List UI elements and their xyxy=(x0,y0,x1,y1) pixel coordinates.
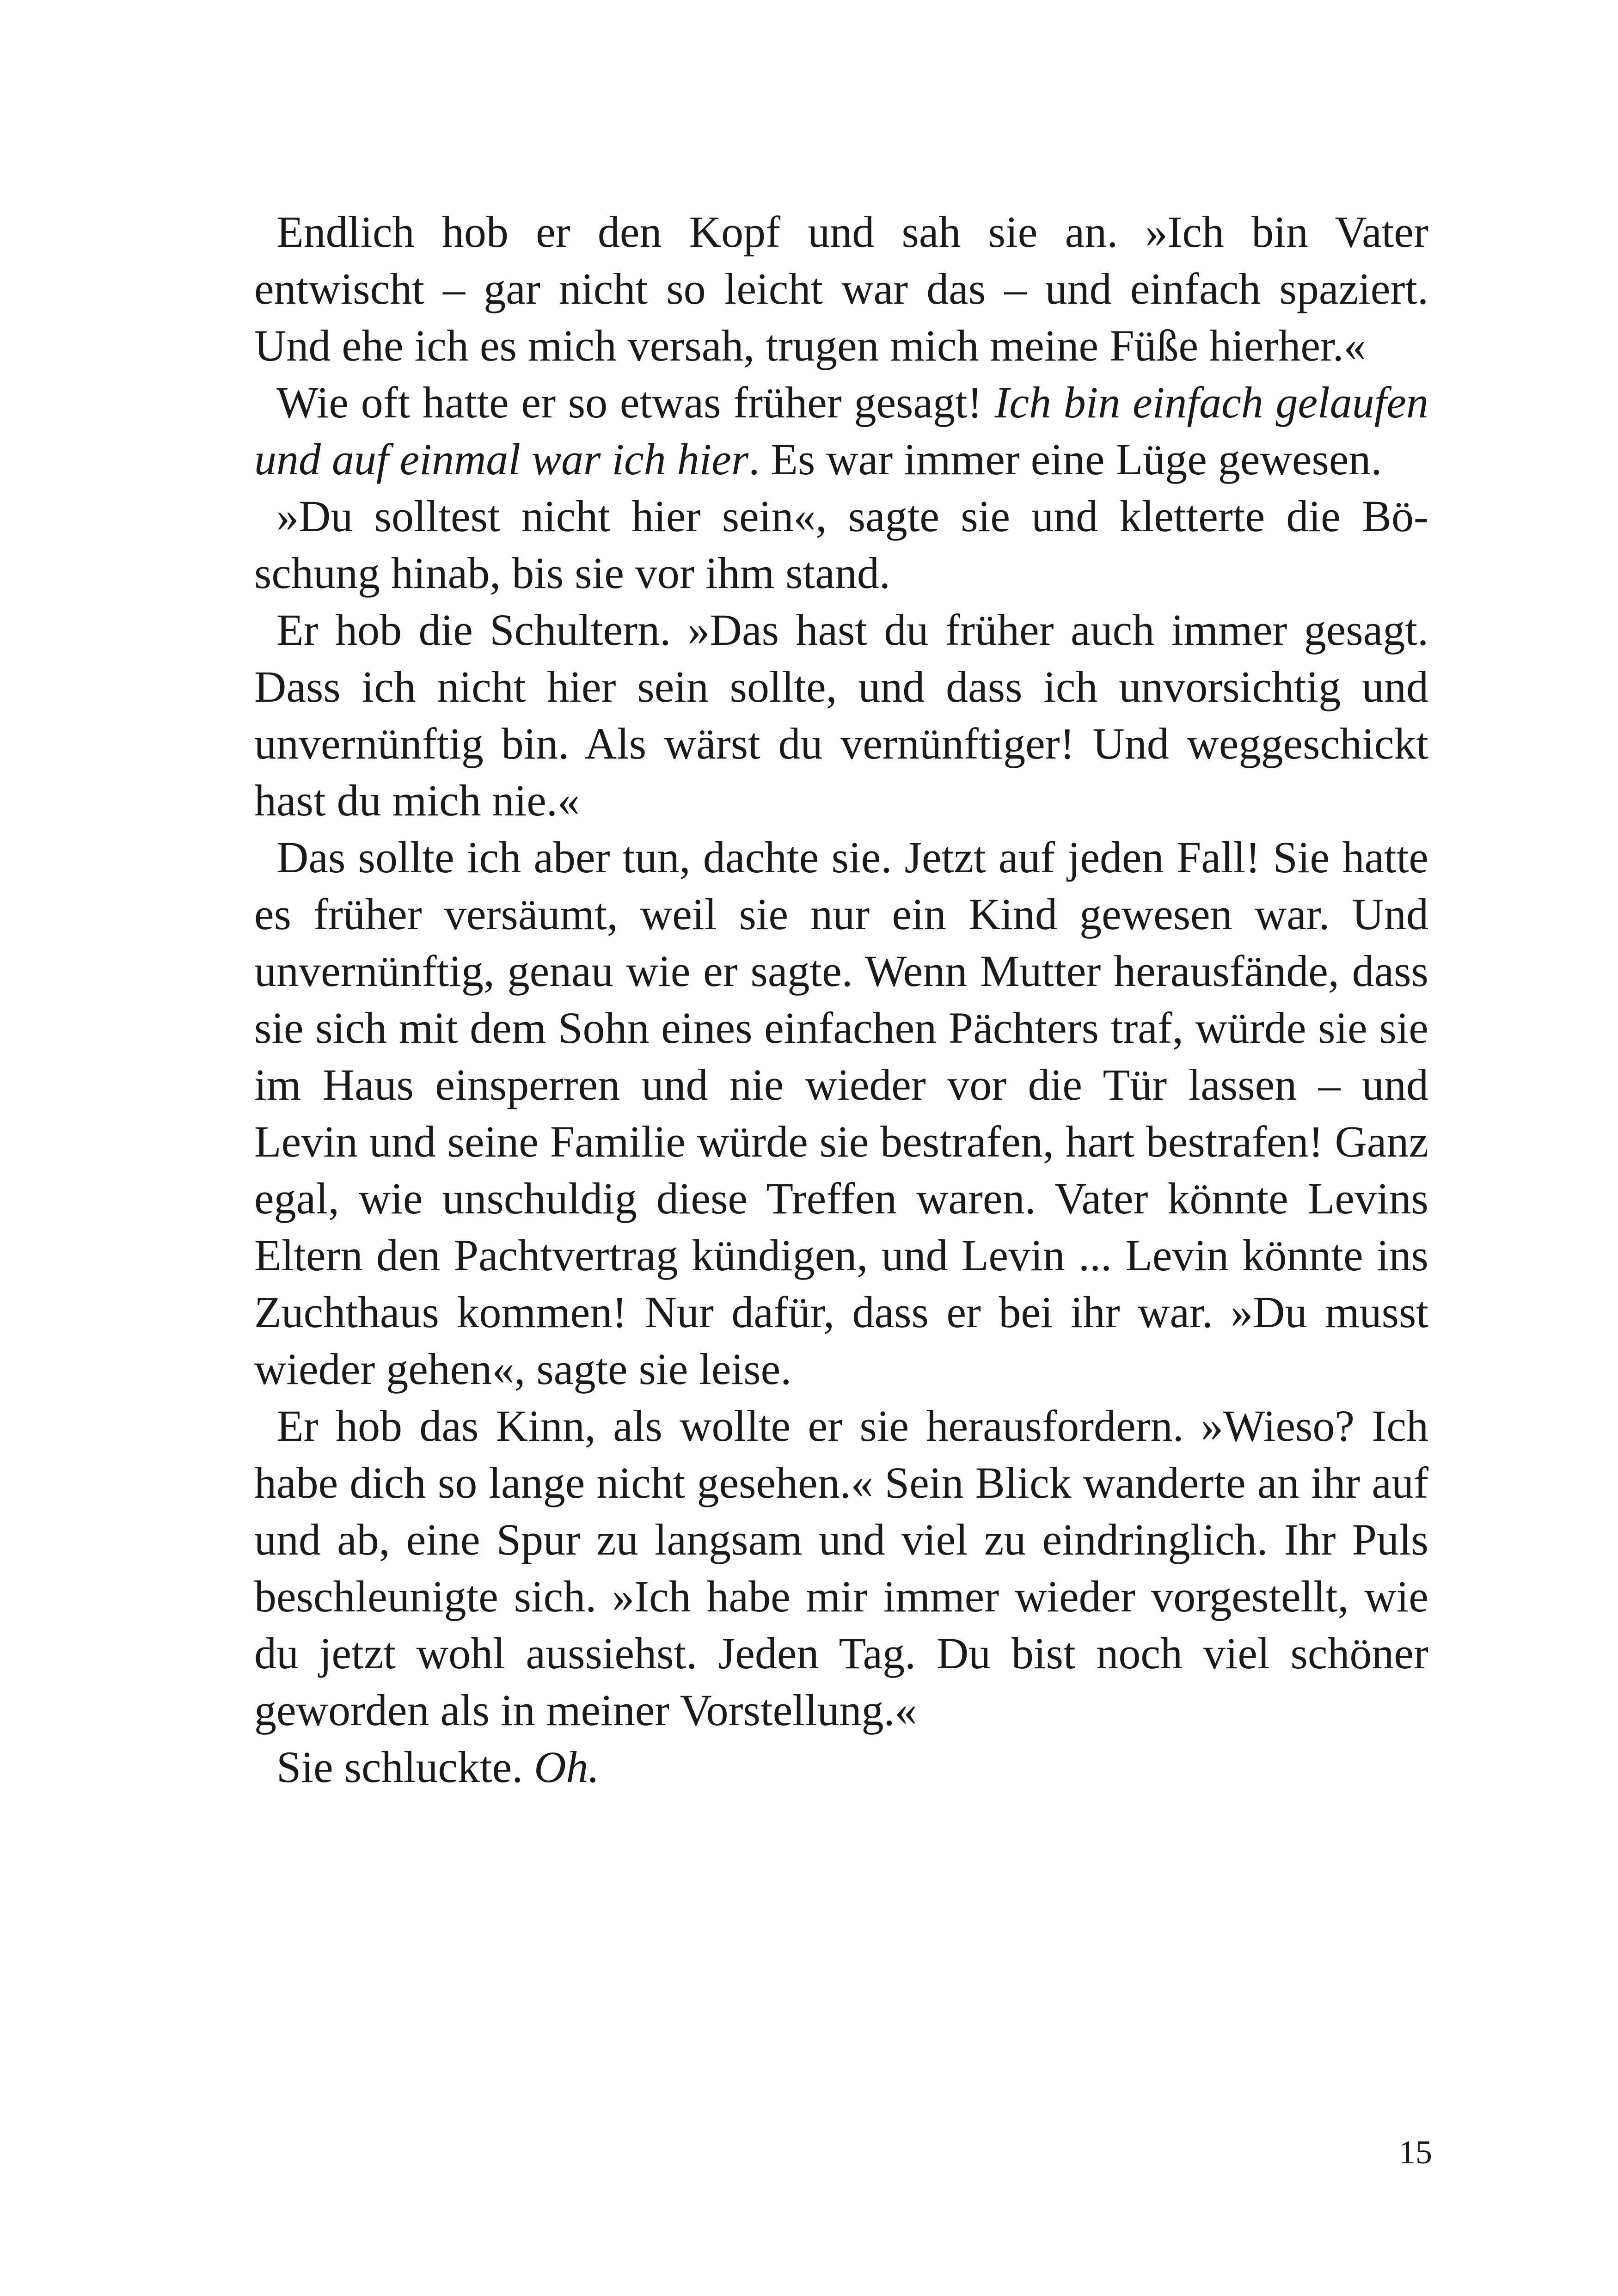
text-segment: Endlich hob er den Kopf und sah sie an. »Ich bin Vater entwischt – gar nicht so leicht war das – und einfach spaziert. Und ehe ich es mich versah, trugen mich meine Füße hierher.« xyxy=(254,207,1428,370)
text-segment: Er hob die Schultern. »Das hast du früher auch immer gesagt. Dass ich nicht hier sein sollte, und dass ich unvorsichtig und unvernünftig bin. Als wärst du vernünftiger! Und weggeschickt hast du mich nie.« xyxy=(254,605,1428,825)
text-segment: Er hob das Kinn, als wollte er sie herausfordern. »Wieso? Ich habe dich so lange nicht gesehen.« Sein Blick wanderte an ihr auf und ab, eine Spur zu langsam und viel zu eindringlich. Ihr Puls beschleunigte sich. »Ich habe mir immer wieder vorgestellt, wie du jetzt wohl aussiehst. Jeden Tag. Du bist noch viel schöner geworden als in meiner Vorstellung.« xyxy=(254,1401,1428,1735)
text-segment: »Du solltest nicht hier sein«, sagte sie und kletterte die Böschung hinab, bis sie vor ihm stand. xyxy=(254,491,1428,598)
page-number: 15 xyxy=(1399,2134,1432,2171)
body-text xyxy=(254,203,1428,1795)
paragraph xyxy=(254,374,1428,488)
paragraph xyxy=(254,1739,1428,1795)
text-segment: Das sollte ich aber tun, dachte sie. Jetzt auf jeden Fall! Sie hatte es früher versäumt, weil sie nur ein Kind gewesen war. Und unvernünftig, genau wie er sagte. Wenn Mutter herausfände, dass sie sich mit dem Sohn eines einfachen Pächters traf, würde sie sie im Haus einsperren und nie wieder vor die Tür lassen – und Levin und seine Familie würde sie bestrafen, hart bestrafen! Ganz egal, wie unschuldig diese Treffen waren. Vater könnte Levins Eltern den Pachtvertrag kündigen, und Levin ... Levin könnte ins Zuchthaus kommen! Nur dafür, dass er bei ihr war. »Du musst wieder gehen«, sagte sie leise. xyxy=(254,833,1428,1394)
paragraph xyxy=(254,488,1428,601)
paragraph xyxy=(254,1397,1428,1739)
paragraph xyxy=(254,829,1428,1397)
paragraph xyxy=(254,203,1428,374)
text-segment: Sie schluckte. xyxy=(276,1742,534,1792)
italic-text-segment: Oh. xyxy=(534,1742,600,1792)
paragraph xyxy=(254,601,1428,829)
italic-text-segment: Ich bin einfach gelaufen und auf einmal war ich hier xyxy=(254,378,1429,484)
text-segment: Wie oft hatte er so etwas früher gesagt! xyxy=(276,378,995,427)
text-segment: . Es war immer eine Lüge gewesen. xyxy=(748,435,1382,484)
